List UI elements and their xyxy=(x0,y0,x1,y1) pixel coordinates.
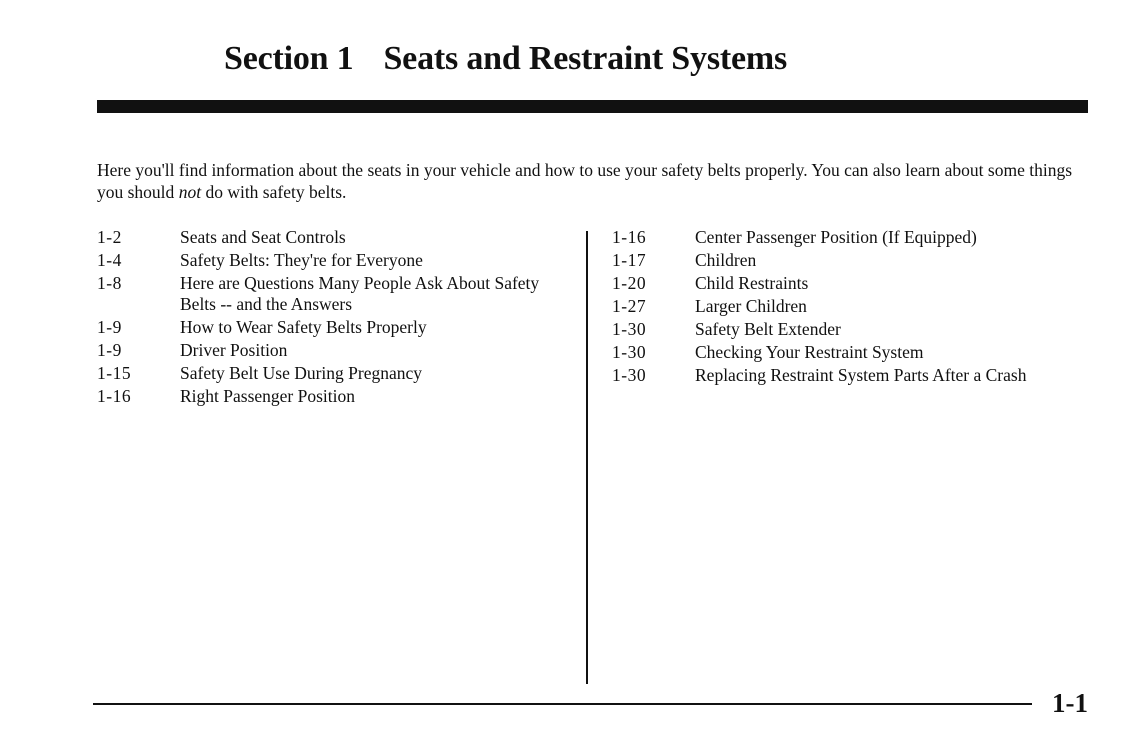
toc-entry[interactable] xyxy=(612,341,1032,364)
toc-topic: Children xyxy=(695,250,757,270)
toc-page-ref: 1-16 xyxy=(97,386,132,406)
toc-topic: Center Passenger Position (If Equipped) xyxy=(695,227,977,247)
toc-entry[interactable] xyxy=(612,249,1032,272)
toc-topic: Seats and Seat Controls xyxy=(180,227,346,247)
toc-page-ref: 1-16 xyxy=(612,227,647,247)
page-number: 1-1 xyxy=(1052,688,1088,718)
toc-page-ref: 1-30 xyxy=(612,365,647,385)
toc-page-ref: 1-27 xyxy=(612,296,647,316)
toc-topic: Safety Belt Use During Pregnancy xyxy=(180,363,423,383)
toc-topic: Larger Children xyxy=(695,296,807,316)
toc-topic: Here are Questions Many People Ask About Safety Belts -- and the Answers xyxy=(180,273,540,314)
toc-page-ref: 1-2 xyxy=(97,227,122,247)
toc-topic: Child Restraints xyxy=(695,273,809,293)
toc-topic: How to Wear Safety Belts Properly xyxy=(180,317,427,337)
toc-entry[interactable] xyxy=(97,272,577,316)
toc-page-ref: 1-9 xyxy=(97,317,122,337)
toc-entry[interactable] xyxy=(97,339,577,362)
page-title xyxy=(224,40,787,78)
toc-topic: Right Passenger Position xyxy=(180,386,356,406)
intro-paragraph xyxy=(97,159,1087,203)
toc-topic: Checking Your Restraint System xyxy=(695,342,924,362)
intro-text-start: Here you'll find information about the seats in your vehicle and how to use your safety belts properly. You can also learn about some things you should xyxy=(97,160,1073,202)
toc-entry[interactable] xyxy=(612,295,1032,318)
section-label: Section 1 xyxy=(224,40,354,77)
toc-entry[interactable] xyxy=(97,249,577,272)
toc-page-ref: 1-15 xyxy=(97,363,132,383)
toc-page-ref: 1-17 xyxy=(612,250,647,270)
toc-entry[interactable] xyxy=(612,318,1032,341)
toc-topic: Driver Position xyxy=(180,340,288,360)
toc-topic: Safety Belt Extender xyxy=(695,319,841,339)
toc-page-ref: 1-30 xyxy=(612,342,647,362)
intro-emphasis: not xyxy=(178,182,202,202)
section-title-text: Seats and Restraint Systems xyxy=(383,40,788,77)
column-divider xyxy=(586,231,588,684)
toc-page-ref: 1-30 xyxy=(612,319,647,339)
intro-text-end: do with safety belts. xyxy=(201,182,347,202)
toc-left-column xyxy=(97,226,577,408)
toc-entry[interactable] xyxy=(97,316,577,339)
toc-page-ref: 1-20 xyxy=(612,273,647,293)
toc-page-ref: 1-8 xyxy=(97,273,122,293)
title-rule xyxy=(97,100,1088,113)
toc-entry[interactable] xyxy=(612,364,1032,387)
toc-page-ref: 1-9 xyxy=(97,340,122,360)
toc-entry[interactable] xyxy=(612,272,1032,295)
toc-page-ref: 1-4 xyxy=(97,250,122,270)
toc-topic: Safety Belts: They're for Everyone xyxy=(180,250,423,270)
toc-entry[interactable] xyxy=(97,385,577,408)
footer-rule xyxy=(93,703,1032,705)
toc-entry[interactable] xyxy=(612,226,1032,249)
toc-entry[interactable] xyxy=(97,226,577,249)
toc-entry[interactable] xyxy=(97,362,577,385)
toc-right-column xyxy=(612,226,1032,387)
toc-topic: Replacing Restraint System Parts After a Crash xyxy=(695,365,1027,385)
